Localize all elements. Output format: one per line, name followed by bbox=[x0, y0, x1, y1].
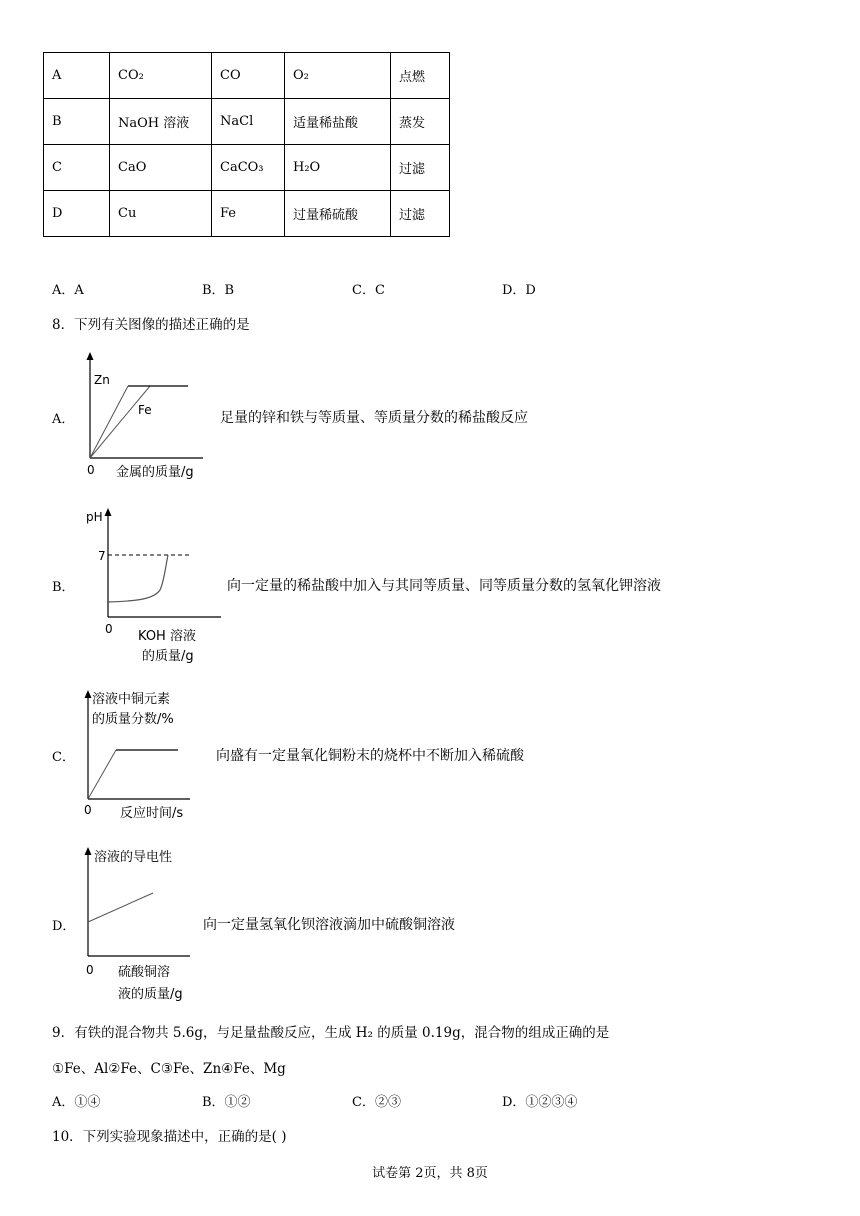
q8-option-b-desc: 向一定量的稀盐酸中加入与其同等质量、同等质量分数的氢氧化钾溶液 bbox=[227, 578, 661, 594]
graph-c-ylabel-line1: 溶液中铜元素 bbox=[92, 692, 171, 707]
q9-choices: ①Fe、Al②Fe、C③Fe、Zn④Fe、Mg bbox=[52, 1061, 286, 1077]
graph-b-origin: 0 bbox=[105, 622, 113, 636]
graph-d-xlabel-line1: 硫酸铜溶 bbox=[118, 965, 171, 980]
graph-d-xlabel-line2: 液的质量/g bbox=[118, 987, 183, 1002]
table-row bbox=[44, 99, 450, 145]
q9-option-b[interactable]: B．①② bbox=[202, 1095, 251, 1110]
table-cell: CO₂ bbox=[110, 53, 212, 99]
q8-option-a-desc: 足量的锌和铁与等质量、等质量分数的稀盐酸反应 bbox=[220, 410, 528, 426]
graph-a-y-arrow bbox=[87, 352, 94, 360]
table-cell: CO bbox=[212, 53, 285, 99]
graph-b-ytick: 7 bbox=[98, 549, 106, 563]
q10-stem: 10．下列实验现象描述中，正确的是( ) bbox=[52, 1129, 287, 1145]
q8-option-b-label[interactable]: B． bbox=[52, 580, 75, 595]
graph-a-fe-label: Fe bbox=[138, 403, 152, 417]
q8-option-d-desc: 向一定量氢氧化钡溶液滴加中硫酸铜溶液 bbox=[203, 917, 455, 933]
graph-d-line bbox=[88, 893, 153, 922]
graph-a-fe-line bbox=[90, 386, 150, 458]
graph-d-origin: 0 bbox=[86, 963, 94, 977]
table-cell: A bbox=[44, 53, 110, 99]
table-cell: NaCl bbox=[212, 99, 285, 145]
q8-option-c-label[interactable]: C． bbox=[52, 750, 75, 765]
q8-stem: 8．下列有关图像的描述正确的是 bbox=[52, 317, 250, 333]
graph-c-ylabel-line2: 的质量分数/% bbox=[92, 712, 174, 727]
table-cell: O₂ bbox=[285, 53, 391, 99]
graph-c bbox=[78, 686, 208, 826]
graph-a bbox=[78, 350, 228, 485]
table-cell: H₂O bbox=[285, 145, 391, 191]
graph-b-ylabel: pH bbox=[86, 510, 103, 524]
graph-b-y-arrow bbox=[105, 508, 112, 516]
table-row bbox=[44, 191, 450, 237]
table-cell: 过量稀硫酸 bbox=[285, 191, 391, 237]
table-row bbox=[44, 145, 450, 191]
q8-option-d-label[interactable]: D． bbox=[52, 919, 76, 934]
table-cell: Fe bbox=[212, 191, 285, 237]
q7-option-b[interactable]: B．B bbox=[202, 283, 235, 298]
graph-d-ylabel: 溶液的导电性 bbox=[94, 850, 173, 865]
q8-option-c-desc: 向盛有一定量氧化铜粉末的烧杯中不断加入稀硫酸 bbox=[216, 748, 524, 764]
table-cell: D bbox=[44, 191, 110, 237]
page-footer: 试卷第 2页，共 8页 bbox=[372, 1166, 488, 1181]
table-cell: 点燃 bbox=[391, 53, 450, 99]
graph-c-rise-line bbox=[88, 750, 116, 799]
q7-option-c[interactable]: C．C bbox=[352, 283, 385, 298]
table-cell: Cu bbox=[110, 191, 212, 237]
graph-a-zn-label: Zn bbox=[94, 373, 110, 387]
graph-d-y-arrow bbox=[85, 847, 92, 855]
q9-option-c[interactable]: C．②③ bbox=[352, 1095, 401, 1110]
table-cell: CaO bbox=[110, 145, 212, 191]
q9-option-a[interactable]: A．①④ bbox=[52, 1095, 101, 1110]
graph-b bbox=[78, 504, 228, 669]
graph-b-xlabel-line1: KOH 溶液 bbox=[138, 629, 196, 644]
table-row bbox=[44, 53, 450, 99]
graph-a-origin: 0 bbox=[87, 463, 95, 477]
q9-stem: 9．有铁的混合物共 5.6g，与足量盐酸反应，生成 H₂ 的质量 0.19g，混合物的组成正确的是 bbox=[52, 1025, 610, 1041]
table-cell: 过滤 bbox=[391, 191, 450, 237]
graph-b-curve bbox=[108, 555, 168, 602]
table-cell: 蒸发 bbox=[391, 99, 450, 145]
table-cell: C bbox=[44, 145, 110, 191]
graph-c-origin: 0 bbox=[84, 803, 92, 817]
graph-a-zn-line bbox=[90, 386, 128, 458]
table-cell: NaOH 溶液 bbox=[110, 99, 212, 145]
q8-option-a-label[interactable]: A． bbox=[52, 412, 75, 427]
table-cell: B bbox=[44, 99, 110, 145]
table-cell: 过滤 bbox=[391, 145, 450, 191]
graph-c-y-arrow bbox=[85, 690, 92, 698]
graph-a-xlabel: 金属的质量/g bbox=[116, 465, 194, 480]
graph-b-xlabel-line2: 的质量/g bbox=[142, 649, 194, 664]
graph-c-xlabel: 反应时间/s bbox=[120, 806, 184, 821]
graph-d bbox=[78, 843, 208, 1008]
table-cell: CaCO₃ bbox=[212, 145, 285, 191]
reagent-table bbox=[43, 52, 450, 237]
q7-option-d[interactable]: D．D bbox=[502, 283, 536, 298]
q7-option-a[interactable]: A．A bbox=[52, 283, 84, 298]
q9-option-d[interactable]: D．①②③④ bbox=[502, 1095, 578, 1110]
table-cell: 适量稀盐酸 bbox=[285, 99, 391, 145]
